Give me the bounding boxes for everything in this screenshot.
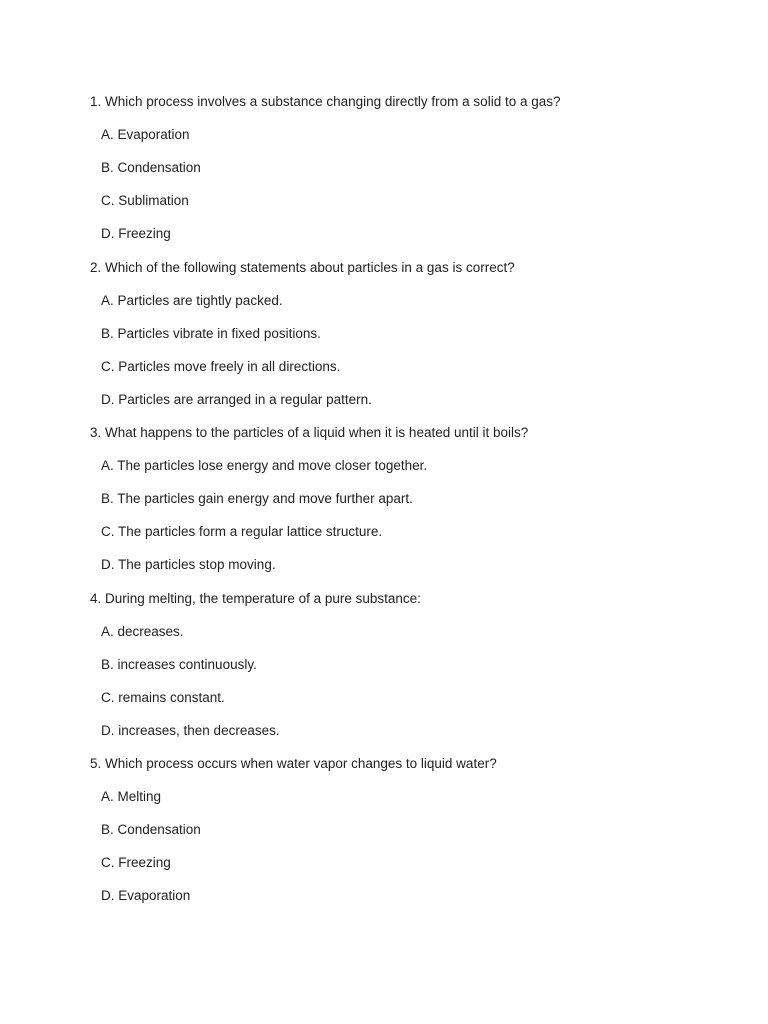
answer-option: C. Particles move freely in all directions. — [101, 359, 341, 374]
answer-option: D. Evaporation — [101, 888, 191, 903]
answer-option: A. The particles lose energy and move closer together. — [101, 458, 428, 473]
answer-option: A. Melting — [101, 789, 162, 804]
answer-option: A. decreases. — [101, 624, 184, 639]
answer-option: B. Condensation — [101, 160, 201, 175]
question-text: 3. What happens to the particles of a liquid when it is heated until it boils? — [90, 425, 529, 440]
answer-option: C. The particles form a regular lattice structure. — [101, 524, 383, 539]
answer-option: C. remains constant. — [101, 690, 225, 705]
answer-option: D. The particles stop moving. — [101, 557, 276, 572]
answer-option: D. Freezing — [101, 226, 171, 241]
answer-option: B. Condensation — [101, 822, 201, 837]
question-text: 5. Which process occurs when water vapor changes to liquid water? — [90, 756, 497, 771]
answer-option: A. Particles are tightly packed. — [101, 293, 283, 308]
question-text: 2. Which of the following statements about particles in a gas is correct? — [90, 260, 515, 275]
question-text: 4. During melting, the temperature of a pure substance: — [90, 591, 421, 606]
answer-option: A. Evaporation — [101, 127, 190, 142]
question-text: 1. Which process involves a substance changing directly from a solid to a gas? — [90, 94, 561, 109]
answer-option: C. Sublimation — [101, 193, 189, 208]
answer-option: B. The particles gain energy and move further apart. — [101, 491, 413, 506]
answer-option: D. increases, then decreases. — [101, 723, 280, 738]
answer-option: C. Freezing — [101, 855, 171, 870]
answer-option: B. Particles vibrate in fixed positions. — [101, 326, 321, 341]
answer-option: D. Particles are arranged in a regular pattern. — [101, 392, 372, 407]
answer-option: B. increases continuously. — [101, 657, 257, 672]
